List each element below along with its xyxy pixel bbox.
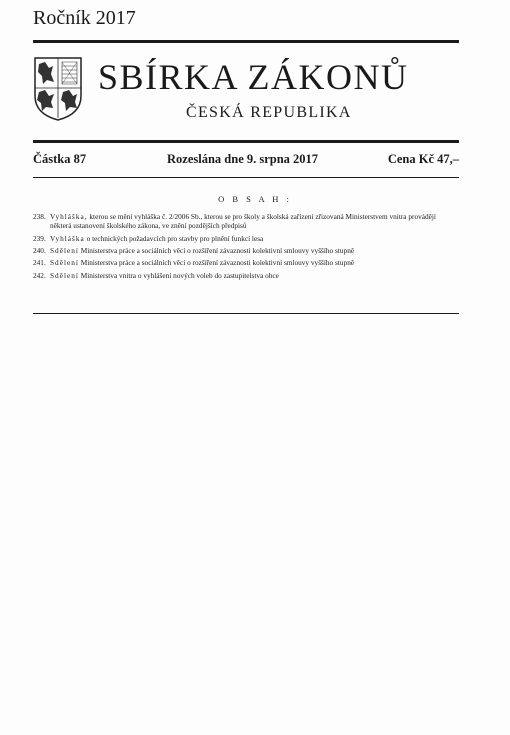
contents-item [33, 212, 459, 230]
top-rule [33, 40, 459, 43]
item-type: Sdělení [50, 245, 79, 255]
contents-bottom-rule [33, 313, 459, 314]
contents-item [33, 246, 459, 255]
item-type: Vyhláška, [50, 212, 88, 221]
contents-item [33, 258, 459, 267]
item-type: Sdělení [50, 258, 79, 268]
item-number: 242. [33, 270, 46, 280]
item-text: kterou se mění vyhláška č. 2/2006 Sb., kterou se pro školy a školská zařízení zřizovaná Ministerstvem vnitra provádějí některá ustanovení školského zákona, ve znění pozdějších předpisů [50, 212, 436, 231]
price: Cena Kč 47,– [387, 152, 459, 166]
header-bottom-rule [33, 140, 459, 143]
contents-list [33, 212, 459, 283]
state-emblem-icon [33, 56, 83, 122]
country-subtitle: ČESKÁ REPUBLIKA [186, 104, 352, 121]
meta-bottom-rule [33, 177, 459, 178]
contents-item [33, 234, 459, 243]
contents-heading: O B S A H : [218, 194, 292, 204]
publication-date: Rozeslána dne 9. srpna 2017 [167, 152, 319, 166]
item-text: Ministerstva vnitra o vyhlášení nových voleb do zastupitelstva obce [78, 270, 279, 280]
item-type: Sdělení [50, 270, 79, 280]
item-number: 241. [33, 258, 46, 268]
item-number: 240. [33, 245, 46, 255]
item-text: o technických požadavcích pro stavby pro plnění funkcí lesa [84, 233, 264, 243]
gazette-title: SBÍRKA ZÁKONŮ [98, 57, 409, 97]
contents-item [33, 271, 459, 280]
volume-label: Ročník 2017 [33, 7, 136, 29]
item-text: Ministerstva práce a sociálních věcí o rozšíření závaznosti kolektivní smlouvy vyššího stupně [78, 245, 355, 255]
part-number: Částka 87 [33, 152, 87, 166]
item-text: Ministerstva práce a sociálních věcí o rozšíření závaznosti kolektivní smlouvy vyššího stupně [78, 258, 355, 268]
item-number: 239. [33, 233, 46, 243]
item-number: 238. [33, 212, 46, 221]
item-type: Vyhláška [50, 233, 85, 243]
